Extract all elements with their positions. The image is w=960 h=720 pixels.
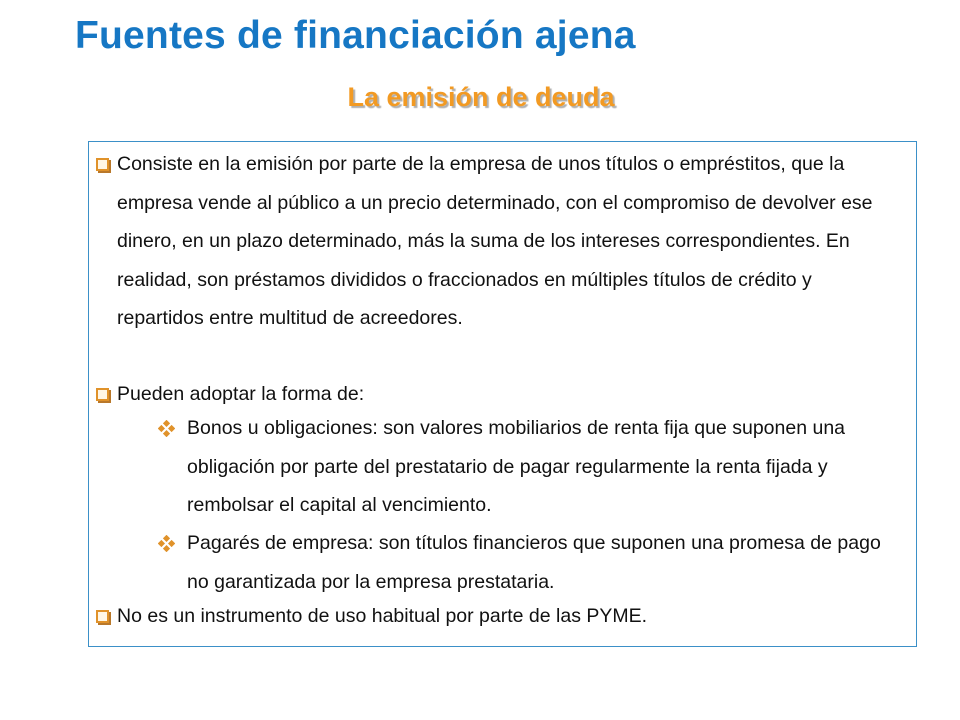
diamond-bullet-icon [156,409,187,448]
bullet-text-3: No es un instrumento de uso habitual por parte de las PYME. [117,605,648,627]
sub-bullet-text-2: Pagarés de empresa: son títulos financieros que suponen una promesa de pago no garantizada por la empresa prestataria. [187,532,881,593]
bullet-item-1 [95,145,895,338]
slide-subtitle-text: La emisión de deuda [347,82,615,112]
diamond-bullet-icon [156,524,187,563]
bullet-text-2: Pueden adoptar la forma de: [117,383,365,405]
sub-bullet-item-1 [156,409,901,525]
slide-title: Fuentes de financiación ajena [75,14,636,57]
bullet-item-2 [95,375,895,414]
slide-subtitle [0,82,960,113]
square-bullet-icon [95,597,117,636]
square-bullet-icon [95,375,117,414]
bullet-text-1: Consiste en la emisión por parte de la empresa de unos títulos o empréstitos, que la empresa vende al público a un precio determinado, con el compromiso de devolver ese dinero, en un plazo determinado, más la suma de los intereses correspondientes. En realidad, son préstamos divididos o fraccionados en múltiples títulos de crédito y repartidos entre multitud de acreedores. [117,153,873,329]
sub-bullet-text-1: Bonos u obligaciones: son valores mobiliarios de renta fija que suponen una obligación por parte del prestatario de pagar regularmente la renta fijada y rembolsar el capital al vencimiento. [187,417,846,516]
square-bullet-icon [95,145,117,184]
bullet-item-3 [95,597,895,636]
sub-bullet-item-2 [156,524,901,601]
